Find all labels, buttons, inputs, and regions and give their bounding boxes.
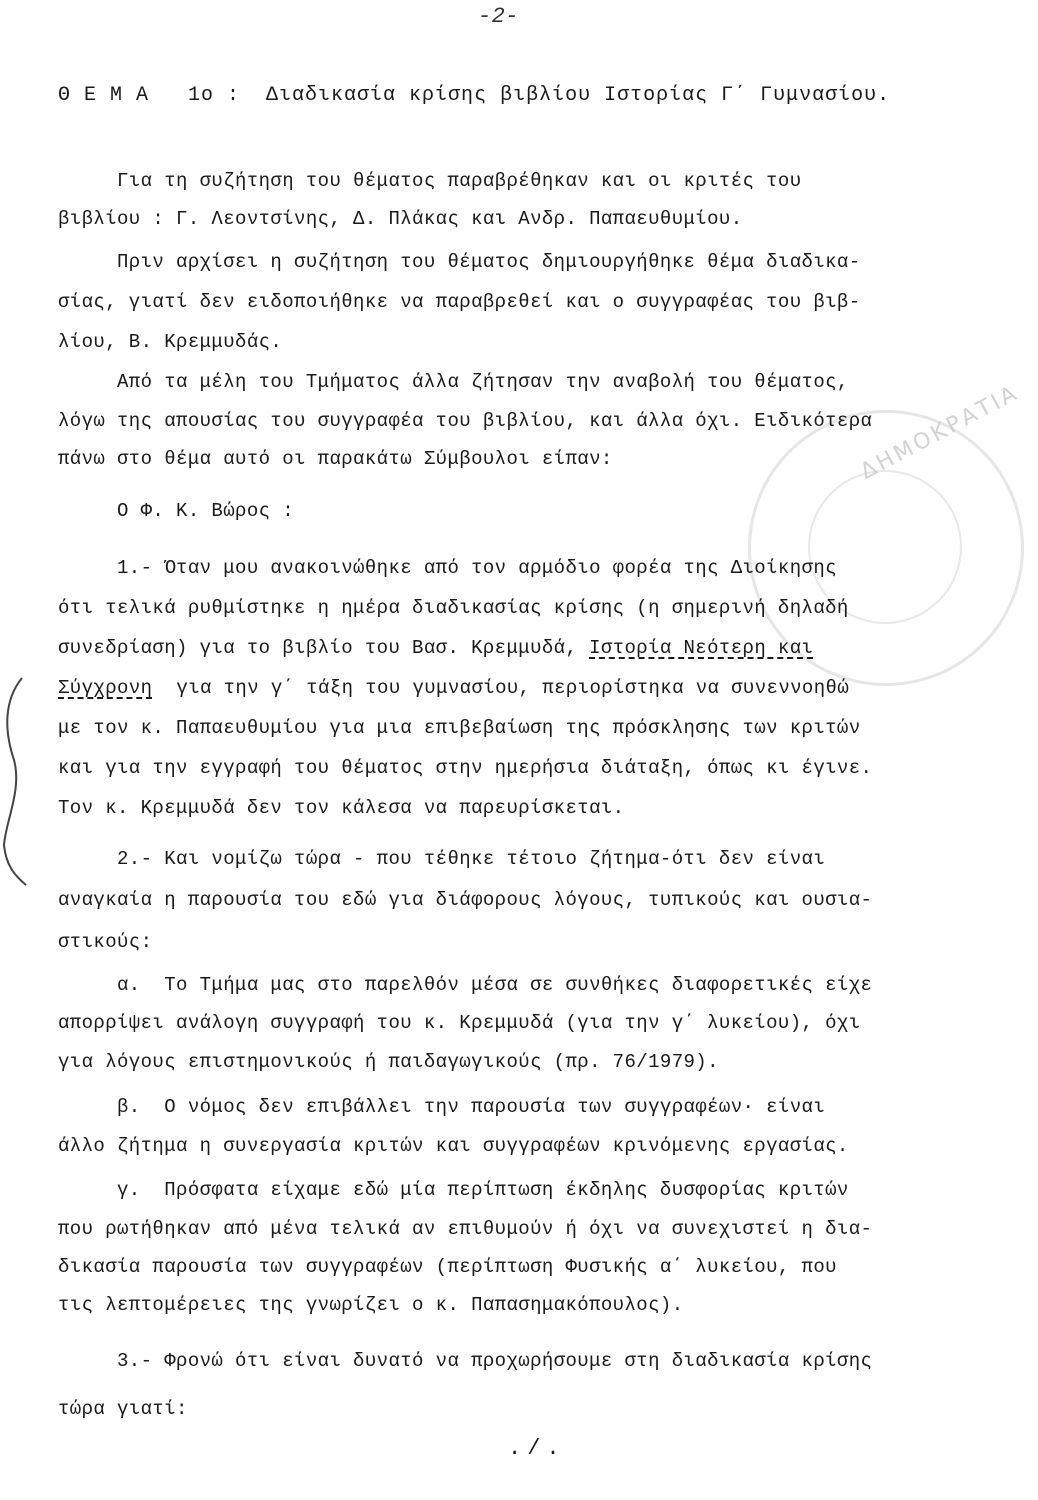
- text-line: α. Το Τμήμα μας στο παρελθόν μέσα σε συνθήκες διαφορετικές είχε: [58, 974, 873, 996]
- text-line: στικούς:: [58, 931, 153, 953]
- text-line: τώρα γιατί:: [58, 1398, 188, 1420]
- text-line-with-underline: [58, 637, 813, 659]
- text-line: σίας, γιατί δεν ειδοποιήθηκε να παραβρεθεί και ο συγγραφέας του βιβ-: [58, 291, 861, 313]
- speaker-heading: Ο Φ. Κ. Βώρος :: [58, 500, 295, 522]
- text-line: άλλο ζήτημα η συνεργασία κριτών και συγγραφέων κρινόμενης εργασίας.: [58, 1135, 849, 1157]
- margin-bracket-mark: [0, 670, 30, 890]
- stamp-text: ΔΗΜΟΚΡΑΤΙΑ: [856, 380, 1024, 485]
- text-segment: συνεδρίαση) για το βιβλίο του Βασ. Κρεμμυδά,: [58, 637, 590, 659]
- page-number: -2-: [478, 4, 519, 29]
- text-line: με τον κ. Παπαευθυμίου για μια επιβεβαίωση της πρόσκλησης των κριτών: [58, 717, 861, 739]
- text-line: Για τη συζήτηση του θέματος παραβρέθηκαν και οι κριτές του: [58, 170, 802, 192]
- text-line: λίου, Β. Κρεμμυδάς.: [58, 331, 283, 353]
- text-line: Από τα μέλη του Τμήματος άλλα ζήτησαν την αναβολή του θέματος,: [58, 371, 849, 393]
- text-line: αναγκαία η παρουσία του εδώ για διάφορους λόγους, τυπικούς και ουσια-: [58, 889, 873, 911]
- text-line-with-underline: [58, 677, 849, 699]
- text-line: 2.- Και νομίζω τώρα - που τέθηκε τέτοιο ζήτημα-ότι δεν είναι: [58, 848, 826, 870]
- text-segment: για την γ΄ τάξη του γυμνασίου, περιορίστηκα να συνεννοηθώ: [176, 677, 850, 699]
- book-title-underlined: Σύγχρονη: [58, 677, 153, 699]
- text-line: Τον κ. Κρεμμυδά δεν τον κάλεσα να παρευρίσκεται.: [58, 797, 625, 819]
- book-title-underlined: Ιστορία Νεότερη και: [589, 637, 814, 659]
- text-line: γ. Πρόσφατα είχαμε εδώ μία περίπτωση έκδηλης δυσφορίας κριτών: [58, 1179, 849, 1201]
- text-line: Πριν αρχίσει η συζήτηση του θέματος δημιουργήθηκε θέμα διαδικα-: [58, 251, 861, 273]
- text-line: 3.- Φρονώ ότι είναι δυνατό να προχωρήσουμε στη διαδικασία κρίσης: [58, 1350, 873, 1372]
- text-line: απορρίψει ανάλογη συγγραφή του κ. Κρεμμυδά (για την γ΄ λυκείου), όχι: [58, 1012, 861, 1034]
- text-line: που ρωτήθηκαν από μένα τελικά αν επιθυμούν ή όχι να συνεχιστεί η δια-: [58, 1218, 873, 1240]
- text-line: 1.- Όταν μου ανακοινώθηκε από τον αρμόδιο φορέα της Διοίκησης: [58, 557, 837, 579]
- text-line: τις λεπτομέρειες της γνωρίζει ο κ. Παπασημακόπουλος).: [58, 1294, 684, 1316]
- page-title: Θ Ε Μ Α 1ο : Διαδικασία κρίσης βιβλίου Ιστορίας Γ΄ Γυμνασίου.: [58, 84, 891, 107]
- text-line: δικασία παρουσία των συγγραφέων (περίπτωση Φυσικής α΄ λυκείου, που: [58, 1256, 837, 1278]
- text-line: και για την εγγραφή του θέματος στην ημερήσια διάταξη, όπως κι έγινε.: [58, 757, 873, 779]
- text-line: λόγω της απουσίας του συγγραφέα του βιβλίου, και άλλα όχι. Ειδικότερα: [58, 410, 873, 432]
- continuation-mark: ./.: [508, 1436, 566, 1461]
- text-line: β. Ο νόμος δεν επιβάλλει την παρουσία των συγγραφέων· είναι: [58, 1096, 826, 1118]
- text-line: ότι τελικά ρυθμίστηκε η ημέρα διαδικασίας κρίσης (η σημερινή δηλαδή: [58, 597, 849, 619]
- text-line: πάνω στο θέμα αυτό οι παρακάτω Σύμβουλοι είπαν:: [58, 448, 613, 470]
- text-line: για λόγους επιστημονικούς ή παιδαγωγικούς (πρ. 76/1979).: [58, 1051, 719, 1073]
- text-line: βιβλίου : Γ. Λεοντσίνης, Δ. Πλάκας και Ανδρ. Παπαευθυμίου.: [58, 208, 743, 230]
